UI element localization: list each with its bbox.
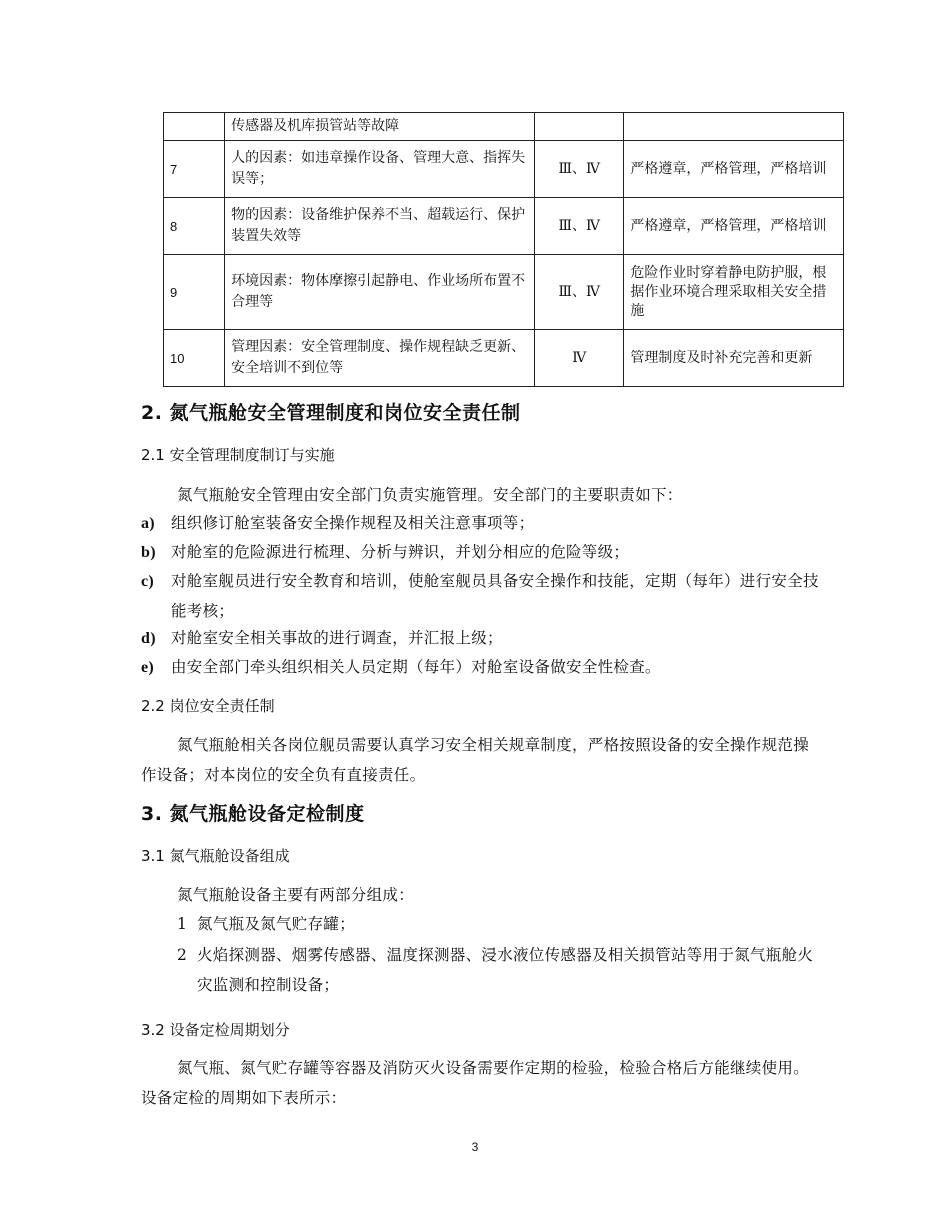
table-cell-measure: 严格遵章，严格管理，严格培训 — [624, 141, 844, 198]
table-cell-no: 7 — [164, 141, 225, 198]
table-cell-level: Ⅲ、Ⅳ — [535, 255, 624, 330]
duty-item-d — [141, 623, 821, 654]
list-marker: a) — [141, 515, 155, 532]
list-text: 对舱室的危险源进行梳理、分析与辨识，并划分相应的危险等级； — [171, 543, 630, 561]
duty-item-c — [141, 566, 821, 620]
table-row — [164, 141, 844, 198]
table-cell-desc: 环境因素：物体摩擦引起静电、作业场所布置不合理等 — [225, 255, 535, 330]
table-cell-level: Ⅲ、Ⅳ — [535, 141, 624, 198]
list-text: 组织修订舱室装备安全操作规程及相关注意事项等； — [171, 514, 535, 532]
table-cell-level: Ⅲ、Ⅳ — [535, 198, 624, 255]
table-cell-measure: 管理制度及时补充完善和更新 — [624, 330, 844, 387]
list-text: 由安全部门牵头组织相关人员定期（每年）对舱室设备做安全性检查。 — [171, 658, 661, 676]
table-cell-no — [164, 113, 225, 141]
section-3-2-text: 氮气瓶、氮气贮存罐等容器及消防灭火设备需要作定期的检验，检验合格后方能继续使用。设备定检的周期如下表所示： — [141, 1059, 810, 1107]
section-2-1-intro: 氮气瓶舱安全管理由安全部门负责实施管理。安全部门的主要职责如下： — [177, 486, 683, 504]
table-cell-no: 10 — [164, 330, 225, 387]
list-marker: b) — [141, 544, 156, 561]
list-text: 对舱室安全相关事故的进行调查，并汇报上级； — [171, 629, 503, 647]
section-3-heading: 3. 氮气瓶舱设备定检制度 — [141, 803, 365, 825]
section-2-2-heading: 2.2 岗位安全责任制 — [141, 697, 275, 715]
list-marker: e) — [141, 659, 155, 676]
component-item-2 — [177, 940, 827, 994]
table-cell-level — [535, 113, 624, 141]
table-cell-desc: 管理因素：安全管理制度、操作规程缺乏更新、安全培训不到位等 — [225, 330, 535, 387]
section-3-2-heading: 3.2 设备定检周期划分 — [141, 1021, 290, 1039]
risk-table — [163, 112, 844, 387]
table-cell-desc: 人的因素：如违章操作设备、管理大意、指挥失误等； — [225, 141, 535, 198]
table-cell-no: 8 — [164, 198, 225, 255]
table-cell-desc: 传感器及机库损管站等故障 — [225, 113, 535, 141]
table-row — [164, 198, 844, 255]
table-row — [164, 255, 844, 330]
list-number: 1 — [177, 915, 188, 933]
table-cell-no: 9 — [164, 255, 225, 330]
section-2-1-heading: 2.1 安全管理制度制订与实施 — [141, 446, 335, 464]
table-cell-desc: 物的因素：设备维护保养不当、超载运行、保护装置失效等 — [225, 198, 535, 255]
list-text: 火焰探测器、烟雾传感器、温度探测器、浸水液位传感器及相关损管站等用于氮气瓶舱火灾监测和控制设备； — [197, 946, 814, 994]
list-text: 氮气瓶及氮气贮存罐； — [197, 915, 356, 933]
list-marker: d) — [141, 630, 156, 647]
page-number: 3 — [471, 1140, 479, 1154]
list-marker: c) — [141, 573, 155, 590]
duty-item-e — [141, 652, 821, 683]
duty-item-b — [141, 537, 821, 568]
table-cell-measure: 严格遵章，严格管理，严格培训 — [624, 198, 844, 255]
section-3-1-heading: 3.1 氮气瓶舱设备组成 — [141, 847, 290, 865]
table-cell-measure — [624, 113, 844, 141]
list-number: 2 — [177, 946, 188, 964]
component-item-1 — [177, 909, 827, 939]
section-2-heading: 2. 氮气瓶舱安全管理制度和岗位安全责任制 — [141, 402, 521, 424]
section-3-1-intro: 氮气瓶舱设备主要有两部分组成： — [177, 886, 415, 904]
table-row — [164, 330, 844, 387]
table-cell-measure: 危险作业时穿着静电防护服，根据作业环境合理采取相关安全措施 — [624, 255, 844, 330]
table-cell-level: Ⅳ — [535, 330, 624, 387]
duty-item-a — [141, 508, 821, 539]
section-2-2-text: 氮气瓶舱相关各岗位舰员需要认真学习安全相关规章制度，严格按照设备的安全操作规范操作设备；对本岗位的安全负有直接责任。 — [141, 736, 810, 784]
table-row — [164, 113, 844, 141]
list-text: 对舱室舰员进行安全教育和培训，使舱室舰员具备安全操作和技能，定期（每年）进行安全技能考核； — [171, 572, 819, 620]
